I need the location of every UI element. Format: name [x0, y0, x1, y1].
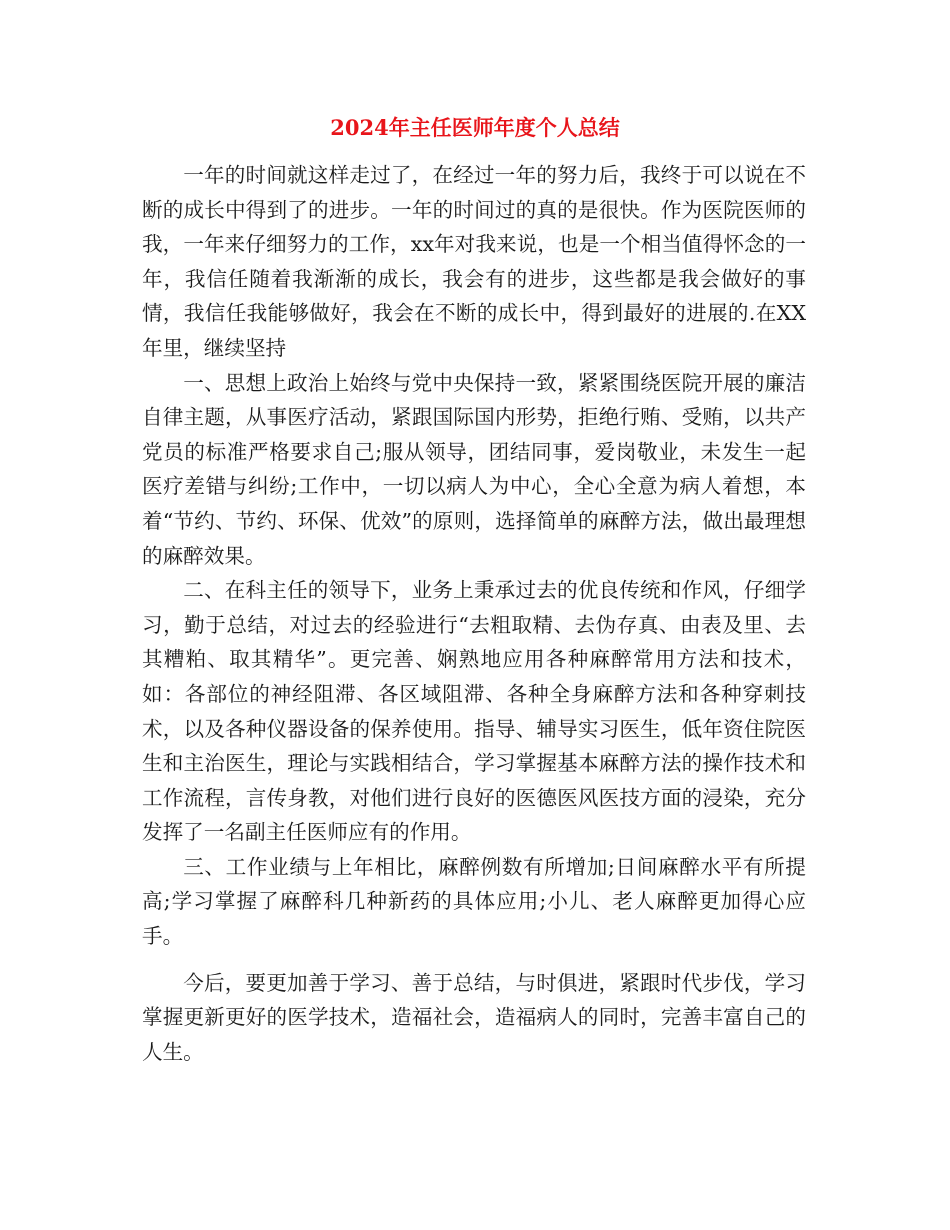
document-title: 2024年主任医师年度个人总结: [330, 115, 620, 140]
document-body: [142, 158, 806, 1069]
paragraph-intro: 一年的时间就这样走过了，在经过一年的努力后，我终于可以说在不断的成长中得到了的进步。一年的时间过的真的是很快。作为医院医师的我，一年来仔细努力的工作，xx年对我来说，也是一个相当值得怀念的一年，我信任随着我渐渐的成长，我会有的进步，这些都是我会做好的事情，我信任我能够做好，我会在不断的成长中，得到最好的进展的.在XX年里，继续坚持: [142, 163, 806, 360]
paragraph-section-1: 一、思想上政治上始终与党中央保持一致，紧紧围绕医院开展的廉洁自律主题，从事医疗活动，紧跟国际国内形势，拒绝行贿、受贿，以共产党员的标准严格要求自己;服从领导，团结同事，爱岗敬业，未发生一起医疗差错与纠纷;工作中，一切以病人为中心，全心全意为病人着想，本着“节约、节约、环保、优效”的原则，选择简单的麻醉方法，做出最理想的麻醉效果。: [142, 370, 806, 568]
paragraph-conclusion: 今后，要更加善于学习、善于总结，与时俱进，紧跟时代步伐，学习掌握更新更好的医学技术，造福社会，造福病人的同时，完善丰富自己的人生。: [142, 970, 806, 1064]
paragraph-section-3: 三、工作业绩与上年相比，麻醉例数有所增加;日间麻醉水平有所提高;学习掌握了麻醉科几种新药的具体应用;小儿、老人麻醉更加得心应手。: [142, 854, 806, 949]
paragraph-section-2: 二、在科主任的领导下，业务上秉承过去的优良传统和作风，仔细学习，勤于总结，对过去的经验进行“去粗取精、去伪存真、由表及里、去其糟粕、取其精华”。更完善、娴熟地应用各种麻醉常用方法和技术，如：各部位的神经阻滞、各区域阻滞、各种全身麻醉方法和各种穿刺技术，以及各种仪器设备的保养使用。指导、辅导实习医生，低年资住院医生和主治医生，理论与实践相结合，学习掌握基本麻醉方法的操作技术和工作流程，言传身教，对他们进行良好的医德医风医技方面的浸染，充分发挥了一名副主任医师应有的作用。: [142, 578, 806, 845]
